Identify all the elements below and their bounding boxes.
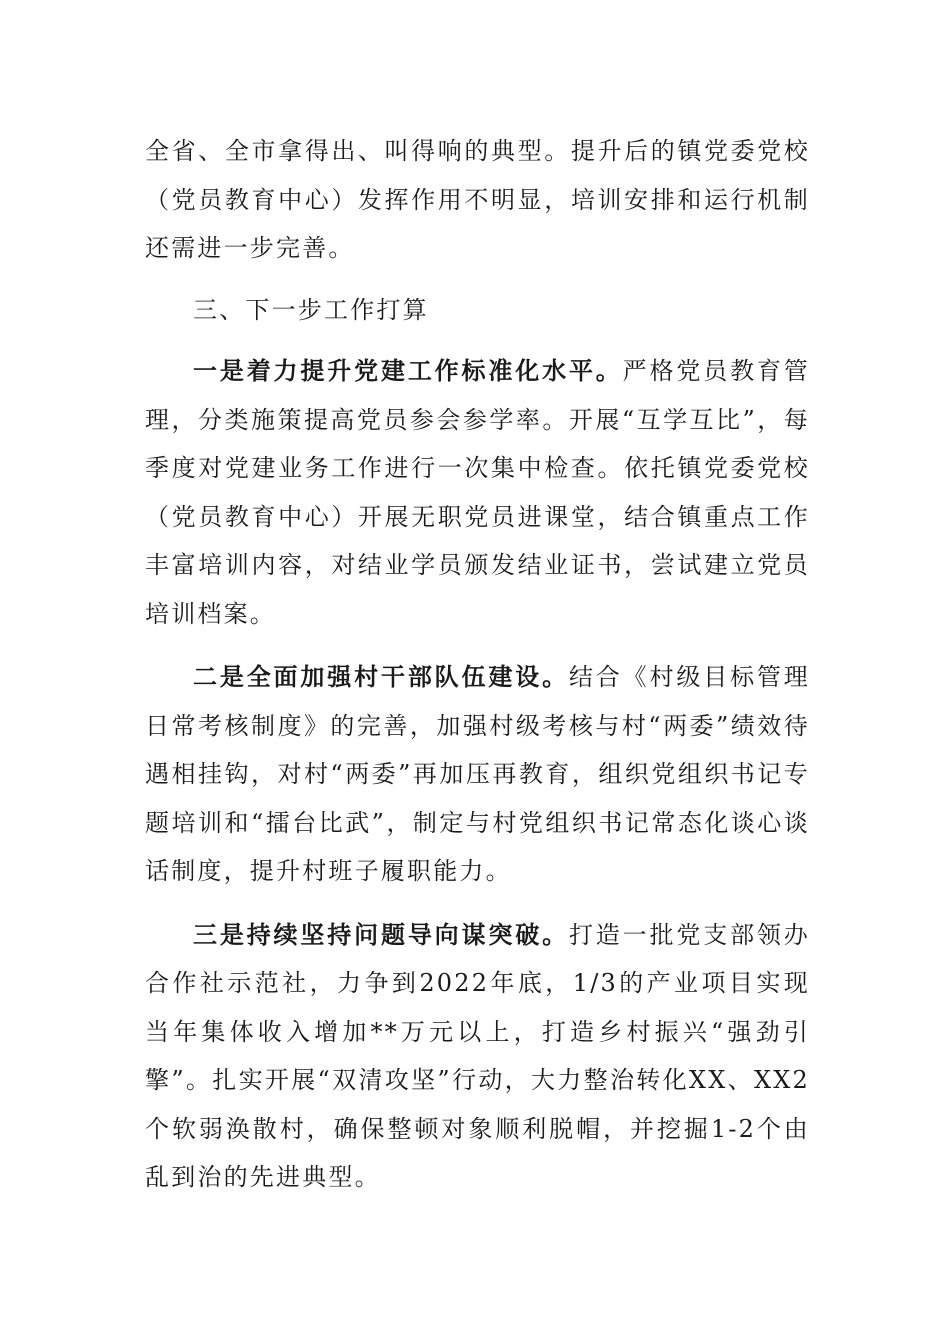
item-lead-1: 一是着力提升党建工作标准化水平。 <box>193 357 623 385</box>
item-lead-3: 三是持续坚持问题导向谋突破。 <box>193 920 569 949</box>
item-paragraph-1 <box>145 347 810 638</box>
continuation-paragraph: 全省、全市拿得出、叫得响的典型。提升后的镇党委党校（党员教育中心）发挥作用不明显，培训安排和运行机制还需进一步完善。 <box>145 137 810 262</box>
item-paragraph-3 <box>145 911 810 1202</box>
item-body-2: 结合《村级目标管理日常考核制度》的完善，加强村级考核与村“两委”绩效待遇相挂钩，对村“两委”再加压再教育，组织党组织书记专题培训和“擂台比武”，制定与村党组织书记常态化谈心谈话制度，提升村班子履职能力。 <box>145 663 810 885</box>
section-heading: 三、下一步工作打算 <box>193 295 429 324</box>
item-lead-2: 二是全面加强村干部队伍建设。 <box>193 663 569 691</box>
item-paragraph-2 <box>145 653 810 896</box>
item-body-1: 严格党员教育管理，分类施策提高党员参会参学率。开展“互学互比”，每季度对党建业务工作进行一次集中检查。依托镇党委党校（党员教育中心）开展无职党员进课堂，结合镇重点工作丰富培训内容，对结业学员颁发结业证书，尝试建立党员培训档案。 <box>145 357 810 628</box>
item-body-3: 打造一批党支部领办合作社示范社，力争到2022年底，1/3的产业项目实现当年集体收入增加**万元以上，打造乡村振兴“强劲引擎”。扎实开展“双清攻坚”行动，大力整治转化XX、XX2个软弱涣散村，确保整顿对象顺利脱帽，并挖掘1-2个由乱到治的先进典型。 <box>145 920 810 1191</box>
document-page <box>145 127 810 1202</box>
